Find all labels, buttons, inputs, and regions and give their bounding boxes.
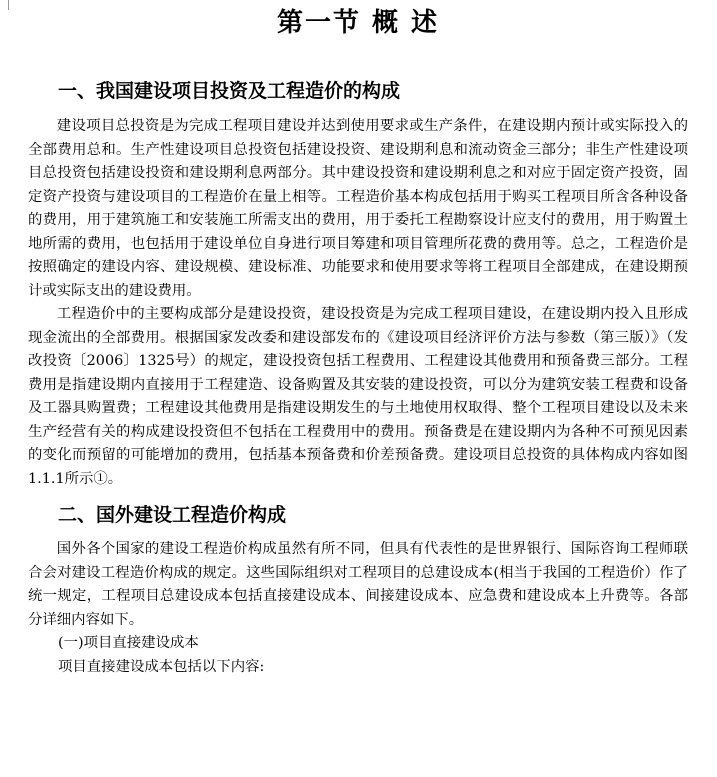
subsection-intro-line: 项目直接建设成本包括以下内容: — [58, 658, 265, 675]
page-corner-mark — [8, 0, 9, 10]
section-1 — [28, 78, 688, 491]
subsection-heading-direct-cost: (一)项目直接建设成本 — [58, 635, 199, 651]
document-page — [28, 0, 688, 679]
page-title: 第一节 概 述 — [276, 8, 440, 38]
section-2-paragraph-1: 国外各个国家的建设工程造价构成虽然有所不同，但具有代表性的是世界银行、国际咨询工程师联合会对建设工程造价构成的规定。这些国际组织对工程项目的总建设成本(相当于我国的工程造价）作了统一规定，工程项目总建设成本包括直接建设成本、间接建设成本、应急费和建设成本上升费等。各部分详细内容如下。 — [28, 541, 688, 628]
section-1-paragraph-1: 建设项目总投资是为完成工程项目建设并达到使用要求或生产条件，在建设期内预计或实际投入的全部费用总和。生产性建设项目总投资包括建设投资、建设期利息和流动资金三部分；非生产性建设项目总投资包括建设投资和建设期利息两部分。其中建设投资和建设期利息之和对应于固定资产投资，固定资产投资与建设项目的工程造价在量上相等。工程造价基本构成包括用于购买工程项目所含各种设备的费用，用于建筑施工和安装施工所需支出的费用，用于委托工程勘察设计应支付的费用，用于购置土地所需的费用，也包括用于建设单位自身进行项目筹建和项目管理所花费的费用等。总之，工程造价是按照确定的建设内容、建设规模、建设标准、功能要求和使用要求等将工程项目全部建成，在建设期预计或实际支出的建设费用。 — [28, 118, 688, 299]
section-1-paragraph-2: 工程造价中的主要构成部分是建设投资，建设投资是为完成工程项目建设，在建设期内投入且形成现金流出的全部费用。根据国家发改委和建设部发布的《建设项目经济评价方法与参数（第三版）》（发改投资〔2006〕1325号）的规定，建设投资包括工程费用、工程建设其他费用和预备费三部分。工程费用是指建设期内直接用于工程建造、设备购置及其安装的建设投资，可以分为建筑安装工程费和设备及工器具购置费；工程建设其他费用是指建设期发生的与土地使用权取得、整个工程项目建设以及未来生产经营有关的构成建设投资但不包括在工程费用中的费用。预备费是在建设期内为各种不可预见因素的变化而预留的可能增加的费用，包括基本预备费和价差预备费。建设项目总投资的具体构成内容如图1.1.1所示①。 — [28, 306, 688, 487]
section-2-heading: 二、国外建设工程造价构成 — [58, 504, 287, 526]
section-1-heading: 一、我国建设项目投资及工程造价的构成 — [58, 80, 401, 102]
section-2 — [28, 502, 688, 679]
